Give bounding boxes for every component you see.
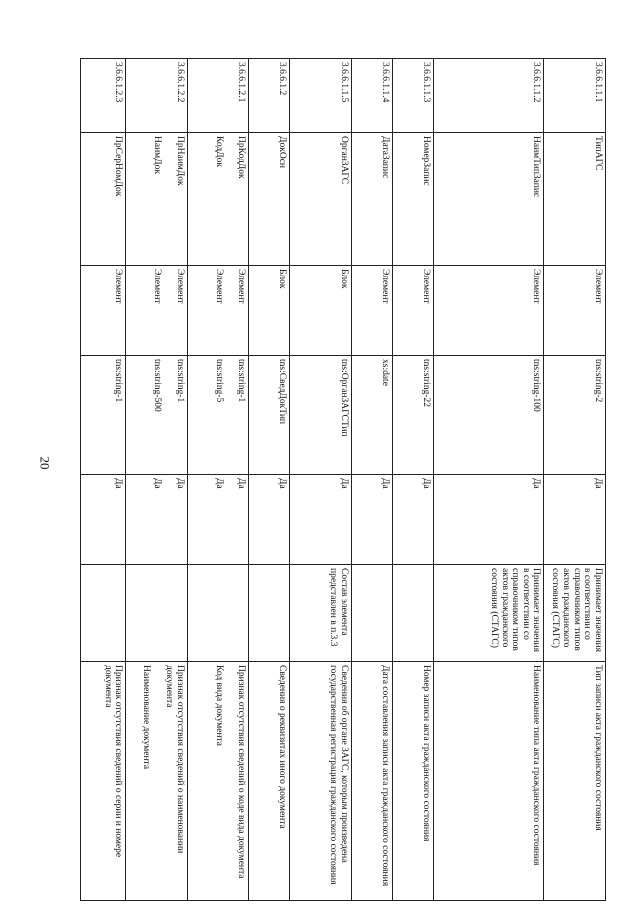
cell-code-text: 3.6.6.1.2.1 [236,62,247,103]
cell-name [126,133,188,266]
cell-type-text: xs:date [379,359,390,386]
cell-type-text: tns:string-1 [113,359,124,403]
cell-type [249,356,290,475]
cell-required-text: Да [236,478,247,489]
cell-required [433,475,544,565]
cell-note [544,565,606,662]
cell-type [392,356,433,475]
cell-required-text: Да [593,478,603,489]
cell-name [433,133,544,266]
cell-kind [126,266,188,356]
cell-code-text: 3.6.6.1.2 [277,62,288,96]
cell-required [249,475,290,565]
cell-required [290,475,352,565]
cell-type-text: tns:string-5 [213,359,224,403]
cell-note [351,565,392,662]
cell-note-text: Состав элемента представлен в п.3.3 [328,568,349,647]
cell-description-text: Признак отсутствия сведений о серии и номере документа [102,665,124,858]
cell-description-text: Код вида документа [213,665,224,747]
table-row [81,59,126,901]
cell-kind [81,266,126,356]
cell-description [544,662,606,901]
cell-kind-text: Блок [338,269,349,289]
cell-code-text: 3.6.6.1.1.5 [338,62,349,103]
cell-code [433,59,544,133]
cell-type-text: tns:string-22 [420,359,431,408]
cell-code-text: 3.6.6.1.1.1 [593,62,603,103]
cell-type-text: tns:string-2 [593,359,603,403]
cell-required-text: Да [338,478,349,489]
cell-note [433,565,544,662]
cell-name [187,133,249,266]
page-number: 20 [37,456,53,470]
cell-type-text: tns:ОрганЗАГСТип [338,359,349,437]
cell-type [433,356,544,475]
cell-code [290,59,352,133]
cell-kind-text: Элемент [213,269,224,304]
cell-name-text: НаимДок [152,136,163,175]
cell-name-text: КодДок [213,136,224,168]
cell-type-text: tns:string-500 [152,359,163,412]
cell-code [249,59,290,133]
cell-note [126,565,188,662]
cell-required-text: Да [213,478,224,489]
cell-name [351,133,392,266]
cell-description [187,662,249,901]
cell-description [249,662,290,901]
table-body [81,59,606,901]
cell-type-text: tns:string-1 [236,359,247,403]
cell-name-text: НаимТипЗапис [531,136,542,198]
table-row [392,59,433,901]
cell-type [351,356,392,475]
cell-code [544,59,606,133]
cell-name-text: ТипАГС [593,136,603,171]
cell-description-text: Наименование типа акта гражданского состояния [531,665,542,866]
cell-required [544,475,606,565]
cell-kind-text: Элемент [113,269,124,304]
cell-required [187,475,249,565]
cell-code [187,59,249,133]
cell-kind [249,266,290,356]
cell-code-text: 3.6.6.1.1.2 [531,62,542,103]
cell-required-text: Да [379,478,390,489]
cell-description-text: Сведения о реквизитах иного документа [277,665,288,829]
cell-code [126,59,188,133]
cell-kind [351,266,392,356]
cell-description [351,662,392,901]
cell-code [81,59,126,133]
cell-kind [290,266,352,356]
cell-description-text: Признак отсутствия сведений о коде вида документа [236,665,247,879]
cell-required [351,475,392,565]
cell-name-text: ОрганЗАГС [338,136,349,185]
table-row [544,59,606,901]
cell-name-text: ДатаЗапис [379,136,390,179]
cell-required [392,475,433,565]
cell-kind-text: Элемент [152,269,163,304]
cell-type [126,356,188,475]
cell-name [249,133,290,266]
rotated-page [80,58,606,900]
cell-kind [544,266,606,356]
cell-type [187,356,249,475]
specification-table [80,58,606,901]
cell-description [433,662,544,901]
cell-kind-text: Элемент [174,269,185,304]
cell-name [290,133,352,266]
cell-name-text: ПрКодДок [236,136,247,179]
cell-name [392,133,433,266]
cell-description-text: Номер записи акта гражданского состояния [420,665,431,842]
cell-description [392,662,433,901]
cell-description-text: Признак отсутствия сведений о наименовании документа [164,665,185,854]
cell-type [544,356,606,475]
cell-required-text: Да [113,478,124,489]
cell-kind [392,266,433,356]
cell-kind-text: Элемент [379,269,390,304]
cell-code [392,59,433,133]
cell-required [81,475,126,565]
cell-name-text: ДокОсн [277,136,288,169]
cell-kind-text: Элемент [236,269,247,304]
table-row [187,59,249,901]
cell-note [81,565,126,662]
cell-description [81,662,126,901]
cell-note [392,565,433,662]
cell-required-text: Да [152,478,163,489]
cell-note [249,565,290,662]
cell-note-text: Принимает значения в соответствии со справочником типов актов гражданского состояния (СТАГС) [550,568,603,652]
cell-code-text: 3.6.6.1.2.3 [113,62,124,103]
cell-description [290,662,352,901]
cell-kind [187,266,249,356]
table-row [126,59,188,901]
cell-note [187,565,249,662]
cell-type-text: tns:string-1 [174,359,185,403]
cell-description-text: Наименование документа [141,665,152,770]
table-row [249,59,290,901]
cell-description-text: Дата составления записи акта гражданского состояния [379,665,390,887]
cell-note-text: Принимает значения в соответствии со справочником типов актов гражданского состояния (СТАГС) [488,568,542,652]
cell-kind-text: Блок [277,269,288,289]
cell-kind-text: Элемент [420,269,431,304]
cell-required-text: Да [531,478,542,489]
cell-type-text: tns:string-100 [531,359,542,412]
cell-required-text: Да [174,478,185,489]
cell-code-text: 3.6.6.1.2.2 [174,62,185,103]
table-row [433,59,544,901]
cell-description-text: Сведения об органе ЗАГС, которым произведена государственная регистрация гражданского состояния [328,665,349,885]
cell-required-text: Да [277,478,288,489]
cell-code-text: 3.6.6.1.1.4 [379,62,390,103]
cell-description [126,662,188,901]
cell-kind-text: Элемент [531,269,542,304]
table-row [351,59,392,901]
cell-name-text: НомерЗапис [420,136,431,186]
cell-required [126,475,188,565]
cell-name-text: ПрНаимДок [174,136,185,186]
table-container [80,58,606,900]
cell-code [351,59,392,133]
table-row [290,59,352,901]
cell-name-text: ПрСерНомДок [113,136,124,197]
cell-kind-text: Элемент [593,269,603,304]
cell-name [544,133,606,266]
cell-code-text: 3.6.6.1.1.3 [420,62,431,103]
cell-type [81,356,126,475]
cell-type-text: tns:СведДокТип [277,359,288,424]
cell-type [290,356,352,475]
cell-name [81,133,126,266]
cell-kind [433,266,544,356]
cell-required-text: Да [420,478,431,489]
cell-note [290,565,352,662]
cell-description-text: Тип записи акта гражданского состояния [593,665,603,831]
